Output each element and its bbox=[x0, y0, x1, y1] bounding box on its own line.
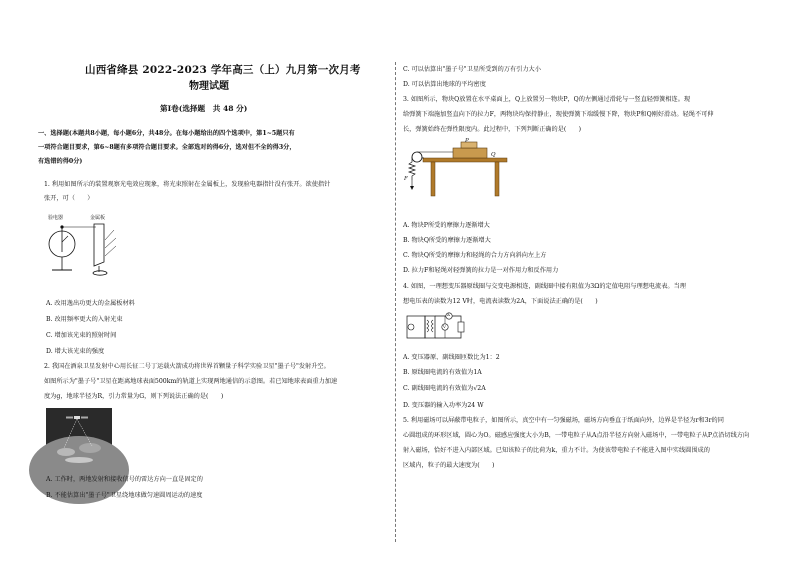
q1-electroscope-figure bbox=[44, 222, 124, 278]
q3-stem-line-1: 3. 如图所示，物块Q放置在水平桌面上，Q上放置另一物块P，Q的左侧通过滑轮与一竖直轻弹簧相连。现 bbox=[403, 96, 691, 103]
q4-voltmeter-label: V bbox=[443, 324, 446, 329]
q3-stem-line-3: 长，弹簧始终在弹性限度内。此过程中，下列判断正确的是( ) bbox=[403, 126, 582, 133]
q3-label-p: P bbox=[465, 138, 469, 144]
q4-stem-line-1: 4. 如图，一理想变压器原线圈与交变电源相连，副线圈中接有阻值为3Ω的定值电阻与理想电流表。当理 bbox=[403, 283, 686, 290]
q4-ammeter-label: A bbox=[447, 312, 450, 317]
q2-stem-line-1: 2. 我国在酒泉卫星发射中心用长征二号丁运载火箭成功将世界首颗量子科学实验卫星"墨子号"发射升空。 bbox=[44, 363, 330, 370]
q4-option-c: C. 副线圈电流的有效值为√2A bbox=[403, 385, 486, 392]
exam-subtitle: 物理试题 bbox=[189, 81, 229, 92]
instructions-line-3: 有选错的得0分) bbox=[38, 158, 83, 165]
section-heading: 第Ⅰ卷(选择题 共 48 分) bbox=[160, 104, 248, 113]
q1-stem-line-1: 1. 利用如图所示的装置观察光电效应现象，将光束照射在金属板上，发现验电器指针没有张开。欲使指针 bbox=[44, 181, 331, 188]
q4-option-b: B. 原线圈电流的有效值为1A bbox=[403, 369, 482, 376]
column-divider bbox=[395, 62, 396, 542]
q4-option-d: D. 变压器的输入功率为24 W bbox=[403, 402, 484, 409]
q4-stem-line-2: 想电压表的读数为12 V时，电流表读数为2A，下面说法正确的是( ) bbox=[403, 298, 598, 305]
q2-option-b: B. 不能估算出"墨子号"卫星绕地球做匀速圆周运动的速度 bbox=[46, 492, 203, 499]
q1-option-d: D. 增大该光束的强度 bbox=[46, 348, 105, 355]
q3-option-a: A. 物块P所受的摩擦力逐渐增大 bbox=[403, 222, 490, 229]
q3-stem-line-2: 给弹簧下端施加竖直向下的拉力F，两物块均保持静止，现使弹簧下端缓慢下降，物块P和Q刚好滑动。轻绳不可伸 bbox=[403, 111, 714, 118]
q2-option-a: A. 工作时，两地发射和接收信号的雷达方向一直是固定的 bbox=[46, 476, 203, 483]
q5-stem-line-2: 心圆组成的环形区域，圆心为O。磁感应强度大小为B，一带电粒子从A点沿半径方向射入磁场中，一带电粒子从P点沿切线方向 bbox=[403, 432, 750, 439]
q3-option-b: B. 物块Q所受的摩擦力逐渐增大 bbox=[403, 237, 491, 244]
exam-title: 山西省绛县 2022-2023 学年高三（上）九月第一次月考 bbox=[85, 64, 361, 76]
q1-option-a: A. 改用逸出功更大的金属板材料 bbox=[46, 300, 135, 307]
q4-option-a: A. 变压器原、副线圈匝数比为1：2 bbox=[403, 354, 500, 361]
instructions-line-2: 一项符合题目要求，第6~8题有多项符合题目要求。全部选对的得6分，选对但不全的得3分， bbox=[38, 144, 296, 151]
q3-option-c: C. 物块Q所受的摩擦力和轻绳的合力方向斜向左上方 bbox=[403, 252, 547, 259]
right-column bbox=[403, 0, 755, 562]
q1-label-metal-plate: 金属板 bbox=[90, 215, 106, 221]
q2-option-c: C. 可以估算出"墨子号"卫星所受到的万有引力大小 bbox=[403, 66, 541, 73]
q1-option-b: B. 改用频率更大的入射光束 bbox=[46, 316, 123, 323]
q2-satellite-earth-image bbox=[46, 408, 112, 466]
q2-stem-line-3: 度为g，地球半径为R，引力常量为G，则下列说法正确的是( ) bbox=[44, 393, 224, 400]
q5-stem-line-1: 5. 利用磁场可以屏蔽带电粒子，如图所示，真空中有一匀强磁场，磁场方向垂直于纸面向外，边界是半径为r和3r的同 bbox=[403, 417, 724, 424]
q3-label-q: Q bbox=[491, 152, 496, 158]
q2-stem-line-2: 如图所示为"墨子号"卫星在距离地球表面500km的轨道上实现两地通信的示意图。若已知地球表面重力加速 bbox=[44, 378, 338, 385]
q2-option-d: D. 可以估算出地球的平均密度 bbox=[403, 81, 486, 88]
q1-label-electroscope: 验电器 bbox=[48, 215, 64, 221]
q4-transformer-circuit bbox=[405, 312, 467, 342]
q5-stem-line-3: 射入磁场，恰好不进入内部区域。已知该粒子的比荷为k，重力不计。为使该带电粒子不能进入图中实线圆围成的 bbox=[403, 447, 710, 454]
instructions-line-1: 一、选择题(本题共8小题，每小题6分，共48分。在每小题给出的四个选项中，第1~5题只有 bbox=[38, 130, 295, 137]
q3-blocks-table-figure bbox=[405, 140, 509, 198]
left-column bbox=[38, 0, 388, 562]
q3-label-f: F bbox=[404, 176, 408, 182]
q1-option-c: C. 增加该光束的照射时间 bbox=[46, 332, 117, 339]
q1-stem-line-2: 张开，可（ ） bbox=[44, 195, 94, 202]
q5-stem-line-4: 区域内，粒子的最大速度为( ) bbox=[403, 462, 495, 469]
q3-option-d: D. 拉力F和轻绳对轻弹簧的拉力是一对作用力和反作用力 bbox=[403, 267, 559, 274]
